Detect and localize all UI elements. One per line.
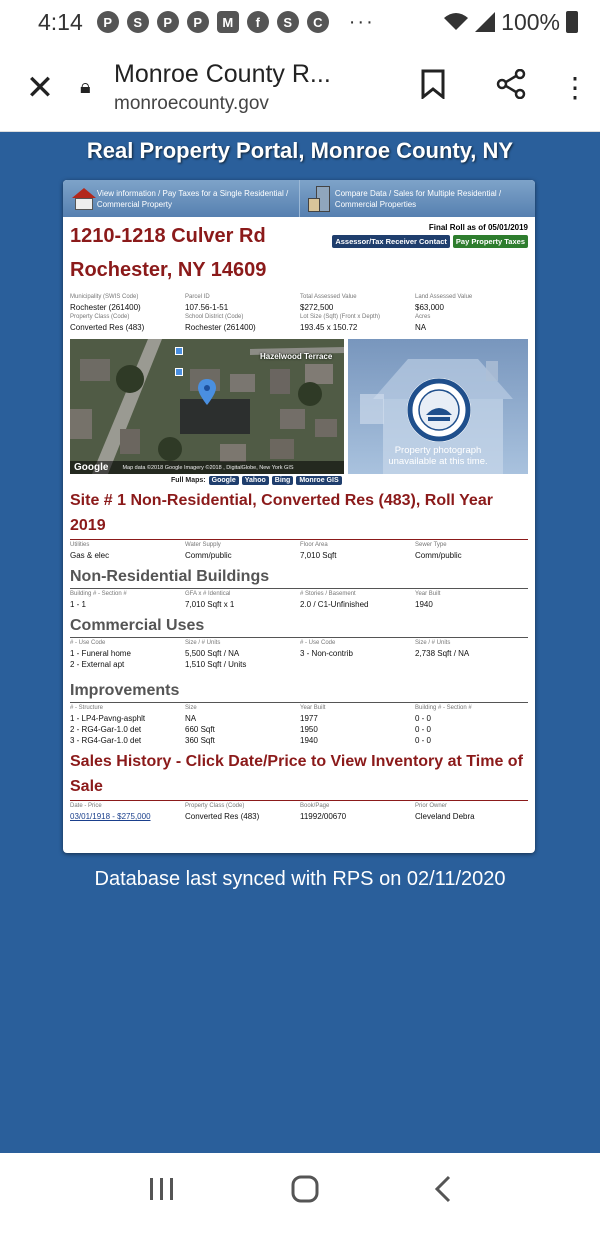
column-header: Year Built: [415, 591, 441, 597]
address-line1: 1210-1218 Culver Rd: [70, 225, 266, 247]
home-button[interactable]: [290, 1174, 320, 1212]
transit-icon: [175, 368, 183, 376]
signal-icon: [475, 12, 495, 32]
column-header: Size / # Units: [185, 640, 221, 646]
utilities-value: Gas & elec: [70, 551, 110, 560]
table-cell: 1,510 Sqft / Units: [185, 660, 247, 669]
table-cell: 1977: [300, 714, 318, 723]
municipality-value: Rochester (261400): [70, 303, 141, 312]
table-cell: 11992/00670: [300, 812, 347, 821]
county-seal-icon: [406, 377, 472, 443]
lock-icon: 🔒︎: [80, 76, 91, 98]
tab-single-label: View information / Pay Taxes for a Single Residential / Commercial Property: [96, 188, 289, 209]
table-cell: 360 Sqft: [185, 736, 215, 745]
property-class-value: Converted Res (483): [70, 323, 145, 332]
table-cell: 1 - Funeral home: [70, 649, 131, 658]
saturn-icon: S: [127, 11, 149, 33]
tab-single-property[interactable]: [63, 180, 299, 217]
field-label: Acres: [415, 314, 431, 320]
buildings-heading: Non-Residential Buildings: [70, 566, 528, 589]
back-button[interactable]: [433, 1174, 453, 1212]
yahoo-maps-link[interactable]: Yahoo: [242, 476, 269, 485]
overflow-menu-button[interactable]: ⋮: [561, 72, 589, 103]
notification-icons: [97, 11, 329, 33]
sales-table: [70, 802, 528, 822]
table-cell: 0 - 0: [415, 725, 432, 734]
full-maps-links: [171, 476, 528, 485]
portal-title: Real Property Portal, Monroe County, NY: [86, 138, 514, 163]
wifi-icon: [443, 12, 469, 32]
sale-date-price-link[interactable]: 03/01/1918 - $275,000: [70, 812, 151, 821]
field-label: Land Assessed Value: [415, 294, 473, 300]
monroe-gis-link[interactable]: Monroe GIS: [296, 476, 341, 485]
field-label: Water Supply: [185, 542, 221, 548]
column-header: GFA x # Identical: [185, 591, 231, 597]
site-details: [70, 541, 528, 561]
table-cell: Converted Res (483): [185, 812, 260, 821]
google-logo: Google: [74, 462, 109, 473]
total-assessed-value: $272,500: [300, 303, 334, 312]
column-header: Property Class (Code): [185, 803, 245, 809]
table-cell: 1950: [300, 725, 318, 734]
property-panel: [63, 180, 535, 853]
back-icon: [433, 1174, 453, 1204]
pinterest-icon: P: [187, 11, 209, 33]
site-heading: Site # 1 Non-Residential, Converted Res (483), Roll Year 2019: [70, 488, 528, 540]
tab-compare-properties[interactable]: [299, 180, 536, 217]
table-cell: [415, 659, 530, 670]
more-notifications-icon: ···: [348, 10, 375, 33]
pay-taxes-button[interactable]: Pay Property Taxes: [453, 235, 528, 248]
table-cell: 2.0 / C1-Unfinished: [300, 600, 369, 609]
chrome-icon: C: [307, 11, 329, 33]
column-header: Size / # Units: [415, 640, 451, 646]
table-cell: 7,010 Sqft x 1: [185, 600, 235, 609]
property-photo-placeholder: [348, 339, 528, 474]
sync-status: Database last synced with RPS on 02/11/2020: [94, 868, 506, 890]
column-header: # - Structure: [70, 705, 104, 711]
school-district-value: Rochester (261400): [185, 323, 256, 332]
address-line2: Rochester, NY 14609: [70, 259, 267, 281]
home-icon: [290, 1174, 320, 1204]
close-tab-button[interactable]: ✕: [25, 68, 55, 107]
column-header: Year Built: [300, 705, 326, 711]
table-cell: 1 - 1: [70, 600, 87, 609]
table-cell: 2 - RG4-Gar-1.0 det: [70, 725, 142, 734]
sales-heading: Sales History - Click Date/Price to View Inventory at Time of Sale: [70, 749, 528, 801]
lot-size-value: 193.45 x 150.72: [300, 323, 358, 332]
column-header: Size: [185, 705, 197, 711]
improvements-heading: Improvements: [70, 680, 528, 703]
recent-apps-icon: [147, 1176, 177, 1202]
property-details: [70, 293, 528, 333]
land-assessed-value: $63,000: [415, 303, 444, 312]
photo-caption-line2: unavailable at this time.: [388, 456, 488, 467]
page-title: Monroe County R...: [114, 60, 331, 88]
field-label: Utilities: [70, 542, 90, 548]
bookmark-icon: [421, 69, 445, 99]
table-cell: Cleveland Debra: [415, 812, 475, 821]
table-cell: 2,738 Sqft / NA: [415, 649, 470, 658]
table-cell: 0 - 0: [415, 736, 432, 745]
parcel-id-value: 107.56-1-51: [185, 303, 229, 312]
status-bar: [0, 0, 600, 44]
property-header: [70, 221, 528, 287]
bing-maps-link[interactable]: Bing: [272, 476, 294, 485]
table-cell: [300, 659, 415, 670]
acres-value: NA: [415, 323, 427, 332]
battery-icon: [566, 11, 578, 33]
commercial-table: [70, 639, 528, 670]
final-roll-date: Final Roll as of 05/01/2019: [428, 223, 528, 232]
table-cell: 5,500 Sqft / NA: [185, 649, 240, 658]
field-label: Lot Size (Sqft) (Front x Depth): [300, 314, 381, 320]
house-icon: [69, 186, 91, 212]
recent-apps-button[interactable]: [147, 1176, 177, 1210]
photo-caption-line1: Property photograph: [394, 445, 482, 456]
table-cell: 3 - RG4-Gar-1.0 det: [70, 736, 142, 745]
field-label: Sewer Type: [415, 542, 447, 548]
field-label: Property Class (Code): [70, 314, 130, 320]
column-header: Book/Page: [300, 803, 330, 809]
column-header: Building # - Section #: [70, 591, 127, 597]
location-pin-icon: [198, 379, 216, 405]
column-header: Date - Price: [70, 803, 102, 809]
field-label: Floor Area: [300, 542, 328, 548]
pinterest-icon: P: [157, 11, 179, 33]
url-display[interactable]: [114, 60, 394, 115]
full-maps-label: Full Maps:: [171, 477, 206, 484]
bookmark-button[interactable]: [394, 69, 472, 107]
table-cell: 1 - LP4-Pavng-asphlt: [70, 714, 146, 723]
sewer-type-value: Comm/public: [415, 551, 462, 560]
share-button[interactable]: [472, 69, 550, 107]
table-cell: NA: [185, 714, 197, 723]
table-cell: 660 Sqft: [185, 725, 215, 734]
street-label: Hazelwood Terrace: [260, 352, 333, 361]
water-supply-value: Comm/public: [185, 551, 232, 560]
satellite-map[interactable]: [70, 339, 344, 474]
column-header: Prior Owner: [415, 803, 448, 809]
transit-icon: [175, 347, 183, 355]
field-label: School District (Code): [185, 314, 244, 320]
field-label: Total Assessed Value: [300, 294, 357, 300]
table-cell: 1940: [300, 736, 318, 745]
buildings-icon: [306, 186, 329, 212]
buildings-table: [70, 590, 528, 610]
column-header: # - Use Code: [300, 640, 336, 646]
commercial-heading: Commercial Uses: [70, 615, 528, 638]
battery-percent: 100%: [501, 8, 560, 35]
saturn-icon: S: [277, 11, 299, 33]
assessor-contact-button[interactable]: Assessor/Tax Receiver Contact: [332, 235, 450, 248]
table-cell: 2 - External apt: [70, 660, 125, 669]
share-icon: [496, 69, 526, 99]
pinterest-icon: P: [97, 11, 119, 33]
table-cell: 1940: [415, 600, 433, 609]
clock: 4:14: [38, 8, 83, 35]
table-cell: 0 - 0: [415, 714, 432, 723]
tab-compare-label: Compare Data / Sales for Multiple Residential / Commercial Properties: [334, 188, 502, 209]
google-maps-link[interactable]: Google: [209, 476, 239, 485]
field-label: Municipality (SWIS Code): [70, 294, 139, 300]
floor-area-value: 7,010 Sqft: [300, 551, 337, 560]
system-nav-bar: [0, 1153, 600, 1233]
portal-tabs: [63, 180, 535, 217]
table-cell: 3 - Non-contrib: [300, 649, 353, 658]
browser-toolbar: [0, 44, 600, 132]
column-header: # - Use Code: [70, 640, 106, 646]
column-header: # Stories / Basement: [300, 591, 356, 597]
voicemail-icon: M: [217, 11, 239, 33]
field-label: Parcel ID: [185, 294, 210, 300]
map-attribution: Map data ©2018 Google Imagery ©2018 , DigitalGlobe, New York GIS: [122, 464, 294, 471]
facebook-icon: f: [247, 11, 269, 33]
page-domain: monroecounty.gov: [114, 93, 269, 114]
improvements-table: [70, 704, 528, 746]
column-header: Building # - Section #: [415, 705, 472, 711]
